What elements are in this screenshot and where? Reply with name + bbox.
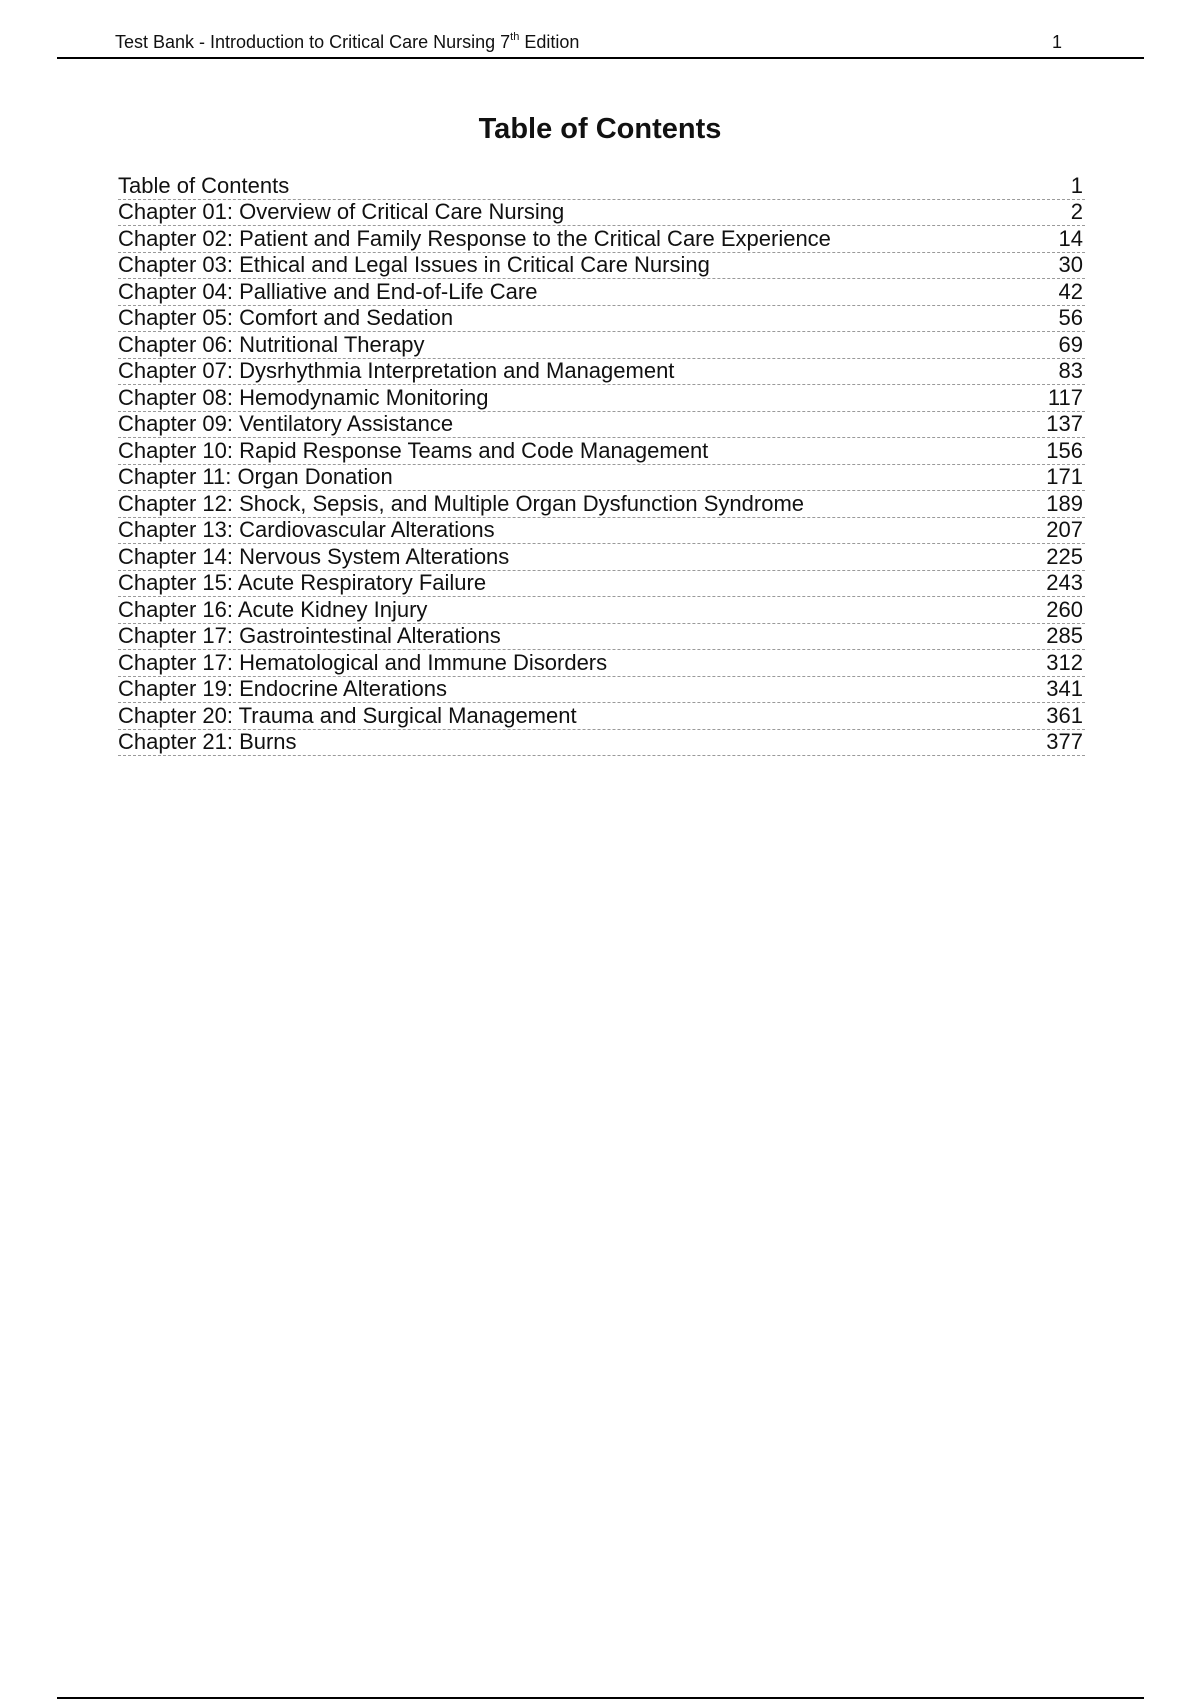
- toc-entry[interactable]: [118, 200, 1085, 227]
- toc-entry[interactable]: [118, 173, 1085, 200]
- toc-entry[interactable]: [118, 677, 1085, 704]
- toc-entry[interactable]: [118, 597, 1085, 624]
- page-header: [57, 30, 1144, 59]
- toc-entry[interactable]: [118, 703, 1085, 730]
- toc-entry-label: Chapter 15: Acute Respiratory Failure: [118, 570, 487, 595]
- toc-entry-page: 189: [1046, 490, 1083, 516]
- toc-entry-page: 207: [1046, 517, 1083, 542]
- toc-entry[interactable]: [118, 624, 1085, 651]
- toc-entry-page: 361: [1046, 702, 1083, 728]
- toc-entry-label: Chapter 20: Trauma and Surgical Management: [118, 702, 577, 728]
- toc-entry-label: Chapter 17: Hematological and Immune Disorders: [118, 649, 608, 675]
- toc-entry[interactable]: [118, 279, 1085, 306]
- toc-entry-label: Chapter 17: Gastrointestinal Alterations: [118, 623, 501, 648]
- toc-entry-label: Chapter 07: Dysrhythmia Interpretation and Management: [118, 358, 675, 383]
- toc-heading: Table of Contents: [478, 113, 722, 145]
- toc-entry[interactable]: [118, 359, 1085, 386]
- toc-entry-label: Chapter 03: Ethical and Legal Issues in Critical Care Nursing: [118, 252, 710, 277]
- toc-entry-page: 42: [1058, 278, 1083, 304]
- toc-entry-label: Chapter 11: Organ Donation: [118, 464, 393, 489]
- toc-entry-label: Chapter 16: Acute Kidney Injury: [118, 596, 428, 622]
- toc-entry-page: 312: [1046, 649, 1083, 675]
- toc-entry-page: 156: [1046, 437, 1083, 463]
- toc-entry[interactable]: [118, 412, 1085, 439]
- toc-entry-page: 56: [1058, 305, 1083, 330]
- toc-entry-page: 341: [1046, 676, 1083, 701]
- title-prefix: Test Bank - Introduction to Critical Care Nursing 7: [115, 32, 511, 52]
- toc-entry[interactable]: [118, 438, 1085, 465]
- toc-entry[interactable]: [118, 518, 1085, 545]
- toc-entry-page: 2: [1070, 199, 1083, 224]
- toc-entry[interactable]: [118, 544, 1085, 571]
- toc-entry-page: 69: [1058, 331, 1083, 357]
- toc-entry[interactable]: [118, 571, 1085, 598]
- toc-entry[interactable]: [118, 491, 1085, 518]
- toc-entry-label: Chapter 12: Shock, Sepsis, and Multiple Organ Dysfunction Syndrome: [118, 490, 805, 516]
- toc-entry[interactable]: [118, 385, 1085, 412]
- toc-entry-label: Chapter 02: Patient and Family Response to the Critical Care Experience: [118, 225, 831, 251]
- toc-entry-label: Table of Contents: [118, 172, 290, 198]
- toc-entry-page: 225: [1046, 543, 1083, 569]
- toc-entry-page: 14: [1058, 225, 1083, 251]
- toc-entry-label: Chapter 05: Comfort and Sedation: [118, 305, 454, 330]
- title-suffix: Edition: [519, 32, 580, 52]
- toc-entry-page: 137: [1046, 411, 1083, 436]
- toc-list: [118, 173, 1085, 756]
- toc-entry-label: Chapter 08: Hemodynamic Monitoring: [118, 384, 489, 410]
- toc-entry[interactable]: [118, 332, 1085, 359]
- toc-entry[interactable]: [118, 306, 1085, 333]
- document-title: [115, 32, 579, 53]
- toc-entry-page: 377: [1046, 729, 1083, 754]
- toc-entry-page: 243: [1046, 570, 1083, 595]
- toc-entry-label: Chapter 13: Cardiovascular Alterations: [118, 517, 495, 542]
- toc-entry[interactable]: [118, 465, 1085, 492]
- toc-entry[interactable]: [118, 730, 1085, 757]
- header-page-number: 1: [1051, 32, 1062, 52]
- toc-entry-label: Chapter 21: Burns: [118, 729, 297, 754]
- toc-entry-label: Chapter 06: Nutritional Therapy: [118, 331, 425, 357]
- toc-entry-page: 83: [1058, 358, 1083, 383]
- toc-entry-page: 171: [1046, 464, 1083, 489]
- footer-rule: [57, 1697, 1144, 1699]
- toc-entry-label: Chapter 14: Nervous System Alterations: [118, 543, 510, 569]
- toc-entry-label: Chapter 09: Ventilatory Assistance: [118, 411, 454, 436]
- toc-entry-page: 260: [1046, 596, 1083, 622]
- toc-entry-page: 117: [1047, 384, 1083, 410]
- toc-entry-label: Chapter 10: Rapid Response Teams and Code Management: [118, 437, 709, 463]
- toc-entry[interactable]: [118, 650, 1085, 677]
- toc-entry-page: 30: [1058, 252, 1083, 277]
- toc-entry[interactable]: [118, 226, 1085, 253]
- toc-entry[interactable]: [118, 253, 1085, 280]
- toc-entry-label: Chapter 19: Endocrine Alterations: [118, 676, 447, 701]
- toc-entry-page: 1: [1070, 172, 1083, 198]
- toc-entry-label: Chapter 04: Palliative and End-of-Life Care: [118, 278, 538, 304]
- toc-entry-page: 285: [1046, 623, 1083, 648]
- toc-entry-label: Chapter 01: Overview of Critical Care Nursing: [118, 199, 565, 224]
- title-superscript: th: [510, 31, 520, 43]
